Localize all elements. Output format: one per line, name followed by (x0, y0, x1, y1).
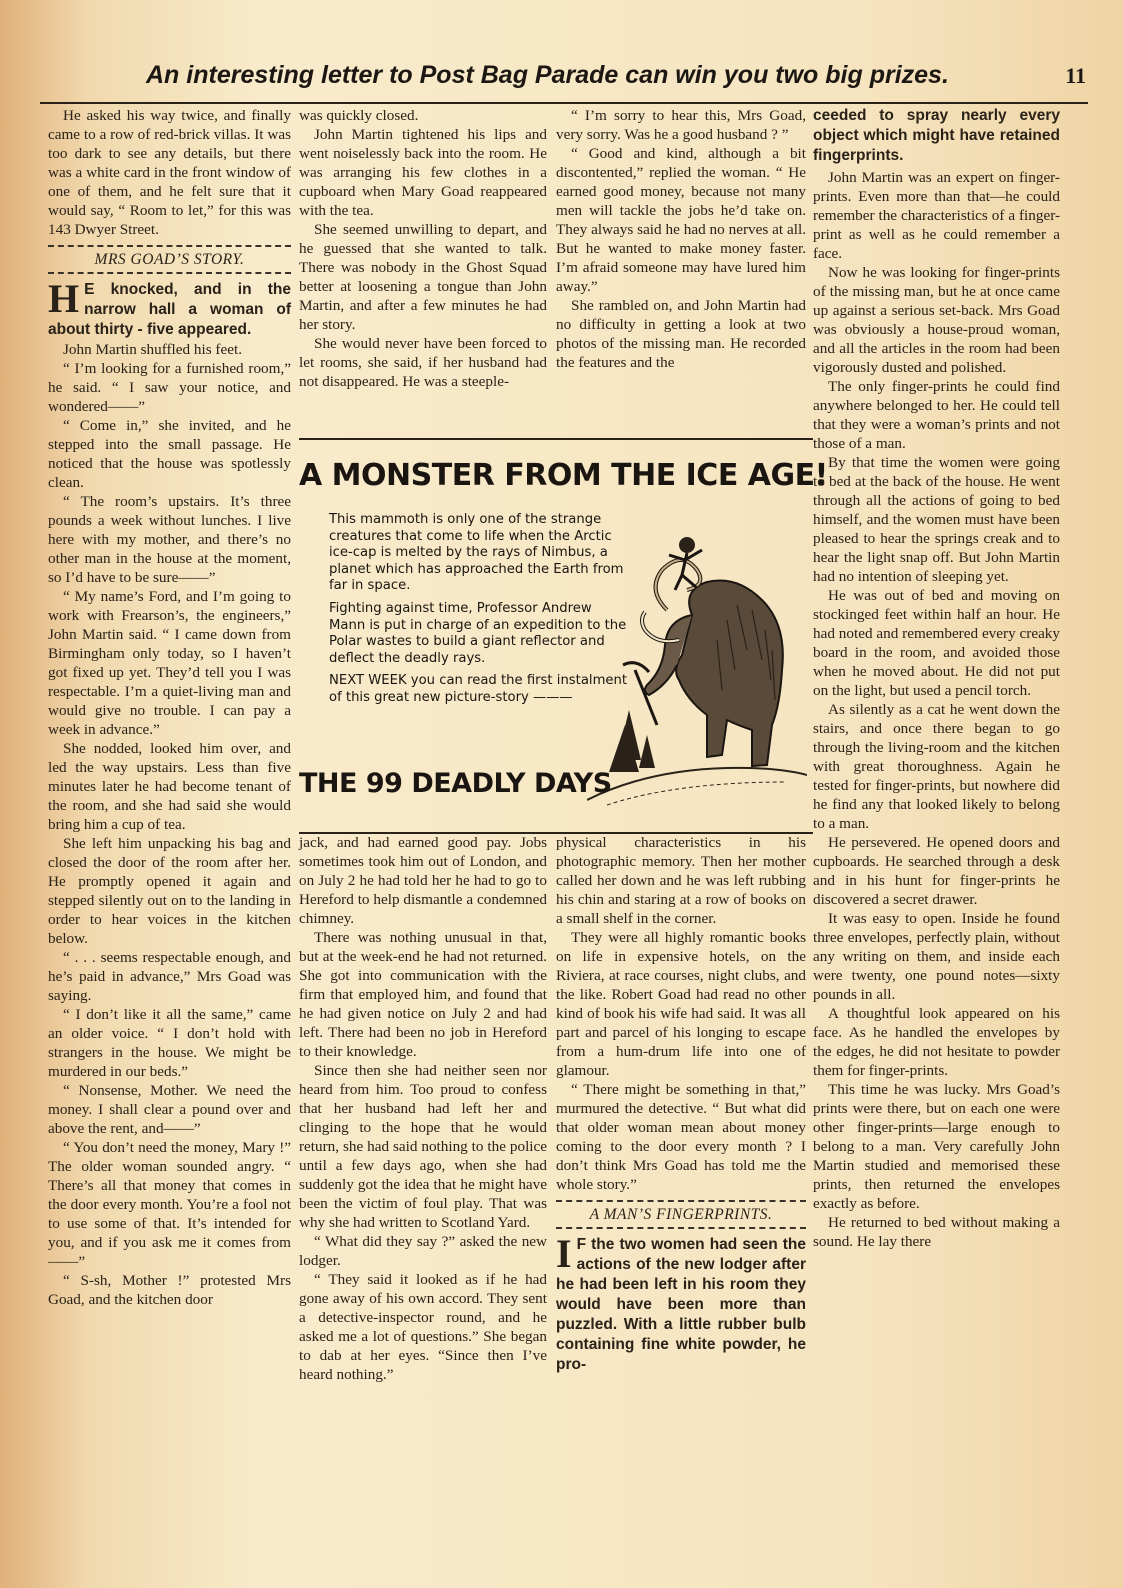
paragraph: John Martin tightened his lips and went noiselessly back into the room. He was arranging his few clothes in a cupboard when Mary Goad reappeared with the tea. (299, 126, 547, 219)
paragraph: He persevered. He opened doors and cupboards. He searched through a desk and in his hunt for finger-prints he discovered a secret drawer. (813, 834, 1060, 908)
paragraph: “ They said it looked as if he had gone away of his own accord. They sent a detective-inspector round, and he asked me a lot of questions.” She began to dab at her eyes. “Since then I’ve heard nothing.” (299, 1271, 547, 1383)
section-heading-mrs-goad: MRS GOAD’S STORY. (48, 245, 291, 274)
paragraph: A thoughtful look appeared on his face. As he handled the envelopes by the edges, he did not hesitate to powder them for finger-prints. (813, 1005, 1060, 1079)
paragraph: He asked his way twice, and finally came to a row of red-brick villas. It was too dark to see any details, but there was a white card in the front window of one of them, and he felt sure that it would say, “ Room to let,” for this was 143 Dwyer Street. (48, 107, 291, 238)
paragraph: It was easy to open. Inside he found three envelopes, perfectly plain, without any writing on them, and inside each were twenty, one pound notes—sixty pounds in all. (813, 910, 1060, 1003)
section-heading-fingerprints: A MAN’S FINGERPRINTS. (556, 1200, 806, 1229)
paragraph: They were all highly romantic books on life in expensive hotels, on the Riviera, at race courses, night clubs, and the like. Robert Goad had read no other kind of book his wife had said. It was all part and parcel of his longing to escape from a hum-drum life into one of glamour. (556, 929, 806, 1079)
paragraph: John Martin was an expert on finger-prints. Even more than that—he could remember the characteristics of a finger-print as well as he could remember a face. (813, 169, 1060, 262)
paragraph: She left him unpacking his bag and closed the door of the room after her. He promptly opened it again and stepped silently out on to the landing in order to hear voices in the kitchen below. (48, 835, 291, 947)
drop-cap: H (48, 276, 80, 321)
column-3-bottom (556, 833, 806, 1375)
advert-paragraph: This mammoth is only one of the strange creatures that come to life when the Arctic ice-cap is melted by the rays of Nimbus, a planet which has approached the Earth from far in space. (329, 512, 624, 594)
paragraph: Since then she had neither seen nor heard from him. Too proud to confess that her husband had left her and clinging to the hope that he would return, she had said nothing to the police until a few days ago, when she had suddenly got the idea that he might have been the victim of foul play. That was why she had written to Scotland Yard. (299, 1062, 547, 1231)
paragraph: As silently as a cat he went down the stairs, and once there began to go through the living-room and the kitchen with great thoroughness. Again he tested for finger-prints, but nowhere did he find any that looked likely to belong to a man. (813, 701, 1060, 832)
header-rule (40, 102, 1088, 104)
paragraph: “ I’m looking for a furnished room,” he said. “ I saw your notice, and wondered——” (48, 360, 291, 415)
paragraph: There was nothing unusual in that, but at the week-end he had not returned. She got into communication with the firm that employed him, and found that he had given notice on July 2 and had left. There had been no job in Hereford to their knowledge. (299, 929, 547, 1060)
paragraph: was quickly closed. (299, 107, 419, 124)
paragraph: “ I don’t like it all the same,” came an older voice. “ I don’t hold with strangers in the house. We might be murdered in our beds.” (48, 1006, 291, 1080)
header-tagline: An interesting letter to Post Bag Parade can win you two big prizes. (146, 61, 949, 89)
paragraph: Now he was looking for finger-prints of the missing man, but he at once came up against a serious set-back. Mrs Goad was obviously a house-proud woman, and all the articles in the room had been vigorously dusted and polished. (813, 264, 1060, 376)
column-3-top (556, 106, 806, 372)
drop-cap-paragraph (48, 276, 291, 340)
paragraph: “ Good and kind, although a bit discontented,” replied the woman. “ He earned good money, because not many men will tackle the jobs he’d take on. They always said he had no nerves at all. But he wanted to make money faster. I’m afraid someone may have lured him away.” (556, 145, 806, 295)
advert-title: A MONSTER FROM THE ICE AGE! (299, 458, 828, 493)
paragraph: “ Nonsense, Mother. We need the money. I shall clear a pound over and above the rent, and——” (48, 1082, 291, 1137)
paragraph: He returned to bed without making a sound. He lay there (813, 1214, 1060, 1250)
paragraph: She nodded, looked him over, and led the way upstairs. Less than five minutes later he had become tenant of the room, and she had said she would bring him a cup of tea. (48, 740, 291, 833)
paragraph: “ . . . seems respectable enough, and he’s paid in advance,” Mrs Goad was saying. (48, 949, 291, 1004)
column-2-top (299, 106, 547, 391)
column-2-bottom (299, 833, 547, 1384)
paragraph: “ Come in,” she invited, and he stepped into the small passage. He noticed that the house was spotlessly clean. (48, 417, 291, 491)
column-1 (48, 106, 291, 1309)
mammoth-illustration (587, 520, 807, 810)
paragraph: By that time the women were going to bed at the back of the house. He went through all the actions of going to bed himself, and the women must have been pleased to hear the springs creak and to hear the light snap off. But John Martin had no intention of sleeping yet. (813, 454, 1060, 585)
advert-paragraph: Fighting against time, Professor Andrew Mann is put in charge of an expedition to the Polar wastes to build a giant reflector and deflect the deadly rays. (329, 600, 627, 666)
advert-paragraph: NEXT WEEK you can read the first instalment of this great new picture-story ——— (329, 673, 628, 705)
paragraph: “ There might be something in that,” murmured the detective. “ But what did that older woman mean about money coming to the door every month ? I don’t think Mrs Goad has told me the whole story.” (556, 1081, 806, 1193)
paragraph: He was out of bed and moving on stockinged feet within half an hour. He had noted and remembered every creaky board in the room, and avoided those when he moved about. He did not put on the light, but used a pencil torch. (813, 587, 1060, 699)
paragraph: She rambled on, and John Martin had no difficulty in getting a look at two photos of the missing man. He recorded the features and the (556, 297, 806, 371)
lead-text: E knocked, and in the narrow hall a woman of about thirty - five appeared. (48, 281, 291, 338)
paragraph: The only finger-prints he could find anywhere belonged to her. He could tell that they were a woman’s prints and not those of a man. (813, 378, 1060, 452)
lead-text: F the two women had seen the actions of the new lodger after he had been left in his room they would have been more than puzzled. With a little rubber bulb containing fine white powder, he pro- (556, 1236, 806, 1373)
paragraph: She seemed unwilling to depart, and he guessed that she wanted to talk. There was nobody in the Ghost Squad better at loosening a tongue than John Martin, and after a few minutes he had her story. (299, 221, 547, 333)
paragraph: jack, and had earned good pay. Jobs sometimes took him out of London, and on July 2 he had told her he had to go to Hereford to help dismantle a condemned chimney. (299, 834, 547, 927)
serial-advert (299, 438, 828, 834)
paragraph: “ I’m sorry to hear this, Mrs Goad, very sorry. Was he a good husband ? ” (556, 107, 806, 143)
paragraph: physical characteristics in his photographic memory. Then her mother called her down and he was left rubbing his chin and staring at a row of books on a small shelf in the corner. (556, 834, 806, 927)
paragraph: “ You don’t need the money, Mary !” The older woman sounded angry. “ There’s all that money that comes in the door every month. You’re a fool not to use some of that. It’s intended for you, and if you ask me it comes from——” (48, 1139, 291, 1270)
paragraph: John Martin shuffled his feet. (63, 341, 242, 358)
paragraph: She would never have been forced to let rooms, she said, if her husband had not disappeared. He was a steeple- (299, 335, 547, 390)
drop-cap: I (556, 1231, 572, 1276)
page-number: 11 (1065, 63, 1086, 88)
paragraph: “ The room’s upstairs. It’s three pounds a week without lunches. I live here with my mother, and there’s no other man in the house at the moment, so I’d have to be sure——” (48, 493, 291, 586)
paragraph: “ S-sh, Mother !” protested Mrs Goad, and the kitchen door (48, 1272, 291, 1308)
advert-body (329, 512, 629, 713)
paragraph: “ My name’s Ford, and I’m going to work with Frearson’s, the engineers,” John Martin said. “ I came down from Birmingham only today, so I haven’t got fixed up yet. They’d tell you I was respectable. I’m a quiet-living man and would give no trouble. I can pay a week in advance.” (48, 588, 291, 738)
paragraph: This time he was lucky. Mrs Goad’s prints were there, but on each one were other finger-prints—large enough to belong to a man. Very carefully John Martin studied and memorised these prints, then returned the envelopes exactly as before. (813, 1081, 1060, 1212)
drop-cap-paragraph (556, 1231, 806, 1375)
advert-subtitle: THE 99 DEADLY DAYS (299, 768, 612, 799)
page-header (146, 61, 1086, 101)
paragraph: “ What did they say ?” asked the new lodger. (299, 1233, 547, 1269)
column-4 (813, 106, 1060, 1251)
lead-paragraph: ceeded to spray nearly every object which might have retained fingerprints. (813, 107, 1060, 164)
